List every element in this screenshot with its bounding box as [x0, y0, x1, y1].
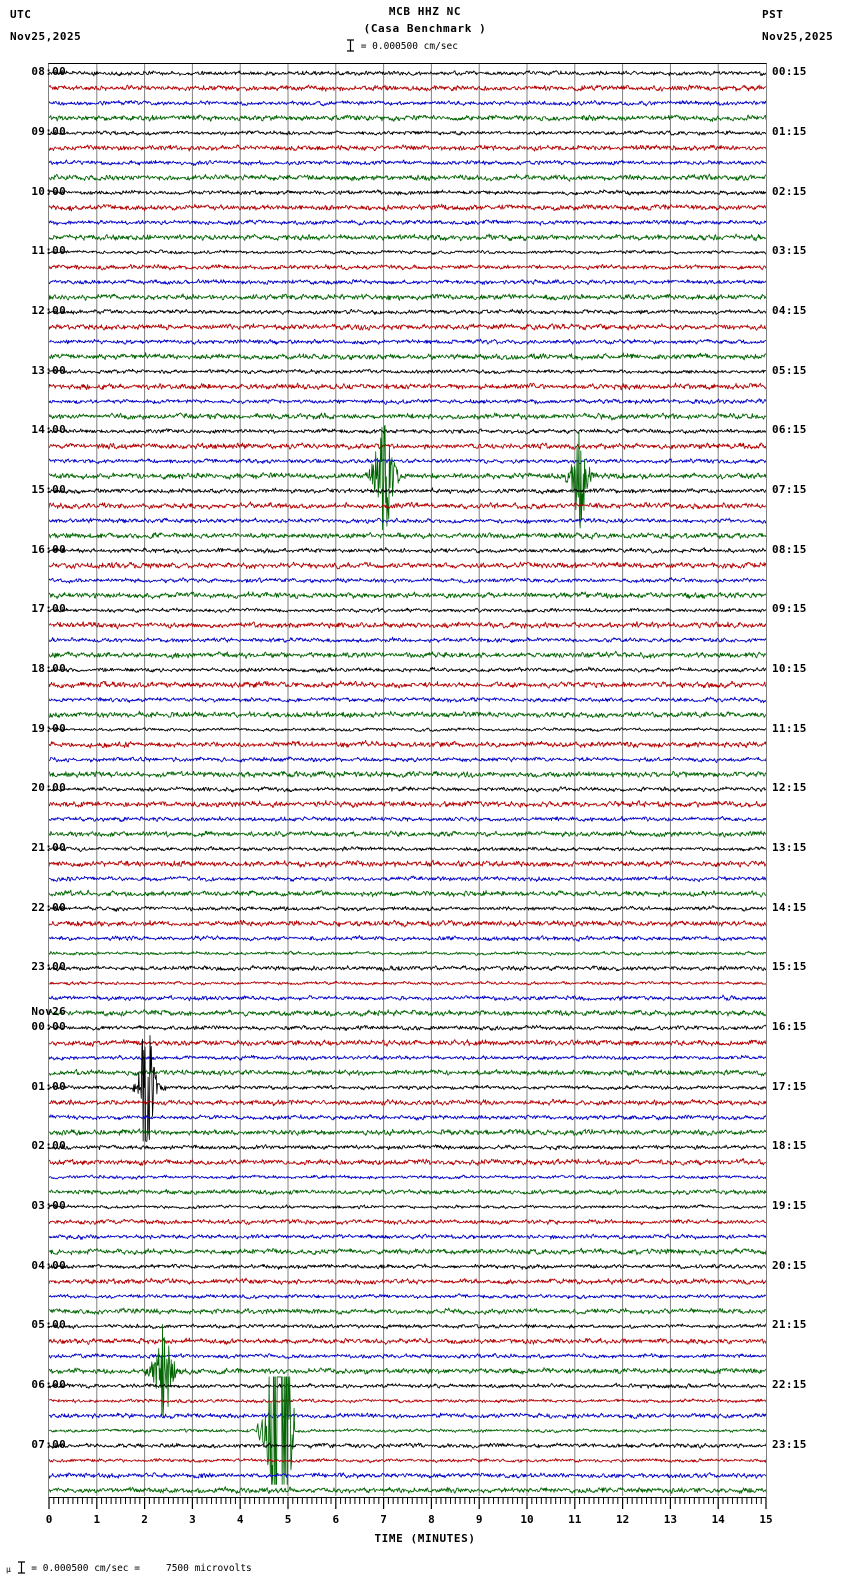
x-tick-label: 6	[332, 1513, 340, 1526]
pst-time-label: 17:15	[772, 1079, 807, 1093]
utc-time-label: 16:00	[31, 542, 66, 556]
scale-bar-icon	[346, 39, 355, 52]
pst-time-label: 21:15	[772, 1318, 807, 1332]
x-axis-tick-labels	[0, 1513, 850, 1529]
pst-time-label: 10:15	[772, 661, 807, 675]
x-tick-label: 8	[428, 1513, 435, 1526]
utc-time-label: 14:00	[31, 423, 66, 437]
x-tick-label: 15	[759, 1513, 773, 1526]
utc-time-label: 09:00	[31, 124, 66, 138]
utc-time-label: 11:00	[31, 244, 66, 258]
day-break-label: Nov26	[31, 1004, 66, 1018]
x-axis-title: TIME (MINUTES)	[374, 1532, 476, 1545]
x-tick-label: 0	[45, 1513, 53, 1526]
pst-timezone-label: PST	[762, 8, 784, 21]
utc-time-label: 19:00	[31, 721, 66, 735]
utc-time-label: 23:00	[31, 960, 66, 974]
utc-time-label: 12:00	[31, 303, 66, 317]
pst-time-label: 03:15	[772, 244, 807, 258]
x-tick-label: 10	[520, 1513, 534, 1526]
pst-time-label: 13:15	[772, 840, 807, 854]
pst-time-label: 12:15	[772, 781, 807, 795]
pst-time-label: 23:15	[772, 1437, 807, 1451]
footer-scale-bar-icon	[17, 1561, 26, 1574]
utc-time-label: 20:00	[31, 781, 66, 795]
utc-time-label: 00:00	[31, 1019, 66, 1033]
pst-time-label: 05:15	[772, 363, 807, 377]
pst-time-label: 19:15	[772, 1198, 807, 1212]
x-tick-label: 5	[284, 1513, 292, 1526]
pst-time-label: 02:15	[772, 184, 807, 198]
x-tick-label: 1	[93, 1513, 101, 1526]
utc-time-label: 03:00	[31, 1198, 66, 1212]
micro-prefix: µ	[6, 1565, 11, 1574]
seismogram-traces	[49, 64, 766, 1496]
utc-time-label: 17:00	[31, 602, 66, 616]
utc-time-label: 18:00	[31, 661, 66, 675]
x-tick-label: 9	[475, 1513, 483, 1526]
pst-time-label: 14:15	[772, 900, 807, 914]
utc-time-label: 06:00	[31, 1377, 66, 1391]
pst-time-label: 08:15	[772, 542, 807, 556]
x-tick-label: 13	[663, 1513, 678, 1526]
pst-time-label: 01:15	[772, 124, 807, 138]
utc-time-label: 04:00	[31, 1258, 66, 1272]
footer-text-b: 7500 microvolts	[165, 1563, 252, 1574]
utc-time-label: 05:00	[31, 1318, 66, 1332]
pst-time-label: 00:15	[772, 65, 807, 79]
utc-time-label: 13:00	[31, 363, 66, 377]
pst-time-label: 16:15	[772, 1019, 807, 1033]
utc-timezone-label: UTC	[10, 8, 32, 21]
footer-scale-note	[6, 1561, 252, 1574]
pst-time-label: 09:15	[772, 602, 807, 616]
station-title: MCB HHZ NC	[388, 5, 462, 18]
pst-time-label: 11:15	[772, 721, 807, 735]
utc-time-label: 22:00	[31, 900, 66, 914]
x-axis-ticks	[48, 1497, 767, 1513]
utc-time-label: 02:00	[31, 1139, 66, 1153]
x-tick-label: 3	[189, 1513, 196, 1526]
pst-time-label: 06:15	[772, 423, 807, 437]
pst-time-label: 22:15	[772, 1377, 807, 1391]
pst-time-label: 15:15	[772, 960, 807, 974]
x-tick-label: 12	[615, 1513, 630, 1526]
pst-time-label: 20:15	[772, 1258, 807, 1272]
pst-time-label: 07:15	[772, 482, 807, 496]
x-tick-label: 11	[568, 1513, 582, 1526]
utc-time-label: 10:00	[31, 184, 66, 198]
site-name: (Casa Benchmark )	[363, 22, 487, 35]
utc-time-label: 07:00	[31, 1437, 66, 1451]
footer-text-a: = 0.000500 cm/sec =	[31, 1563, 140, 1574]
utc-date-label: Nov25,2025	[10, 30, 82, 43]
utc-time-label: 01:00	[31, 1079, 66, 1093]
pst-date-label: Nov25,2025	[762, 30, 834, 43]
scale-legend	[346, 39, 458, 52]
utc-time-label: 21:00	[31, 840, 66, 854]
x-tick-label: 7	[380, 1513, 387, 1526]
x-tick-label: 14	[711, 1513, 725, 1526]
utc-time-label: 08:00	[31, 65, 66, 79]
pst-time-label: 04:15	[772, 303, 807, 317]
utc-time-label: 15:00	[31, 482, 66, 496]
x-tick-label: 2	[141, 1513, 148, 1526]
scale-legend-text: = 0.000500 cm/sec	[360, 41, 458, 52]
helicorder-plot[interactable]	[48, 63, 767, 1497]
x-tick-label: 4	[236, 1513, 244, 1526]
pst-time-label: 18:15	[772, 1139, 807, 1153]
